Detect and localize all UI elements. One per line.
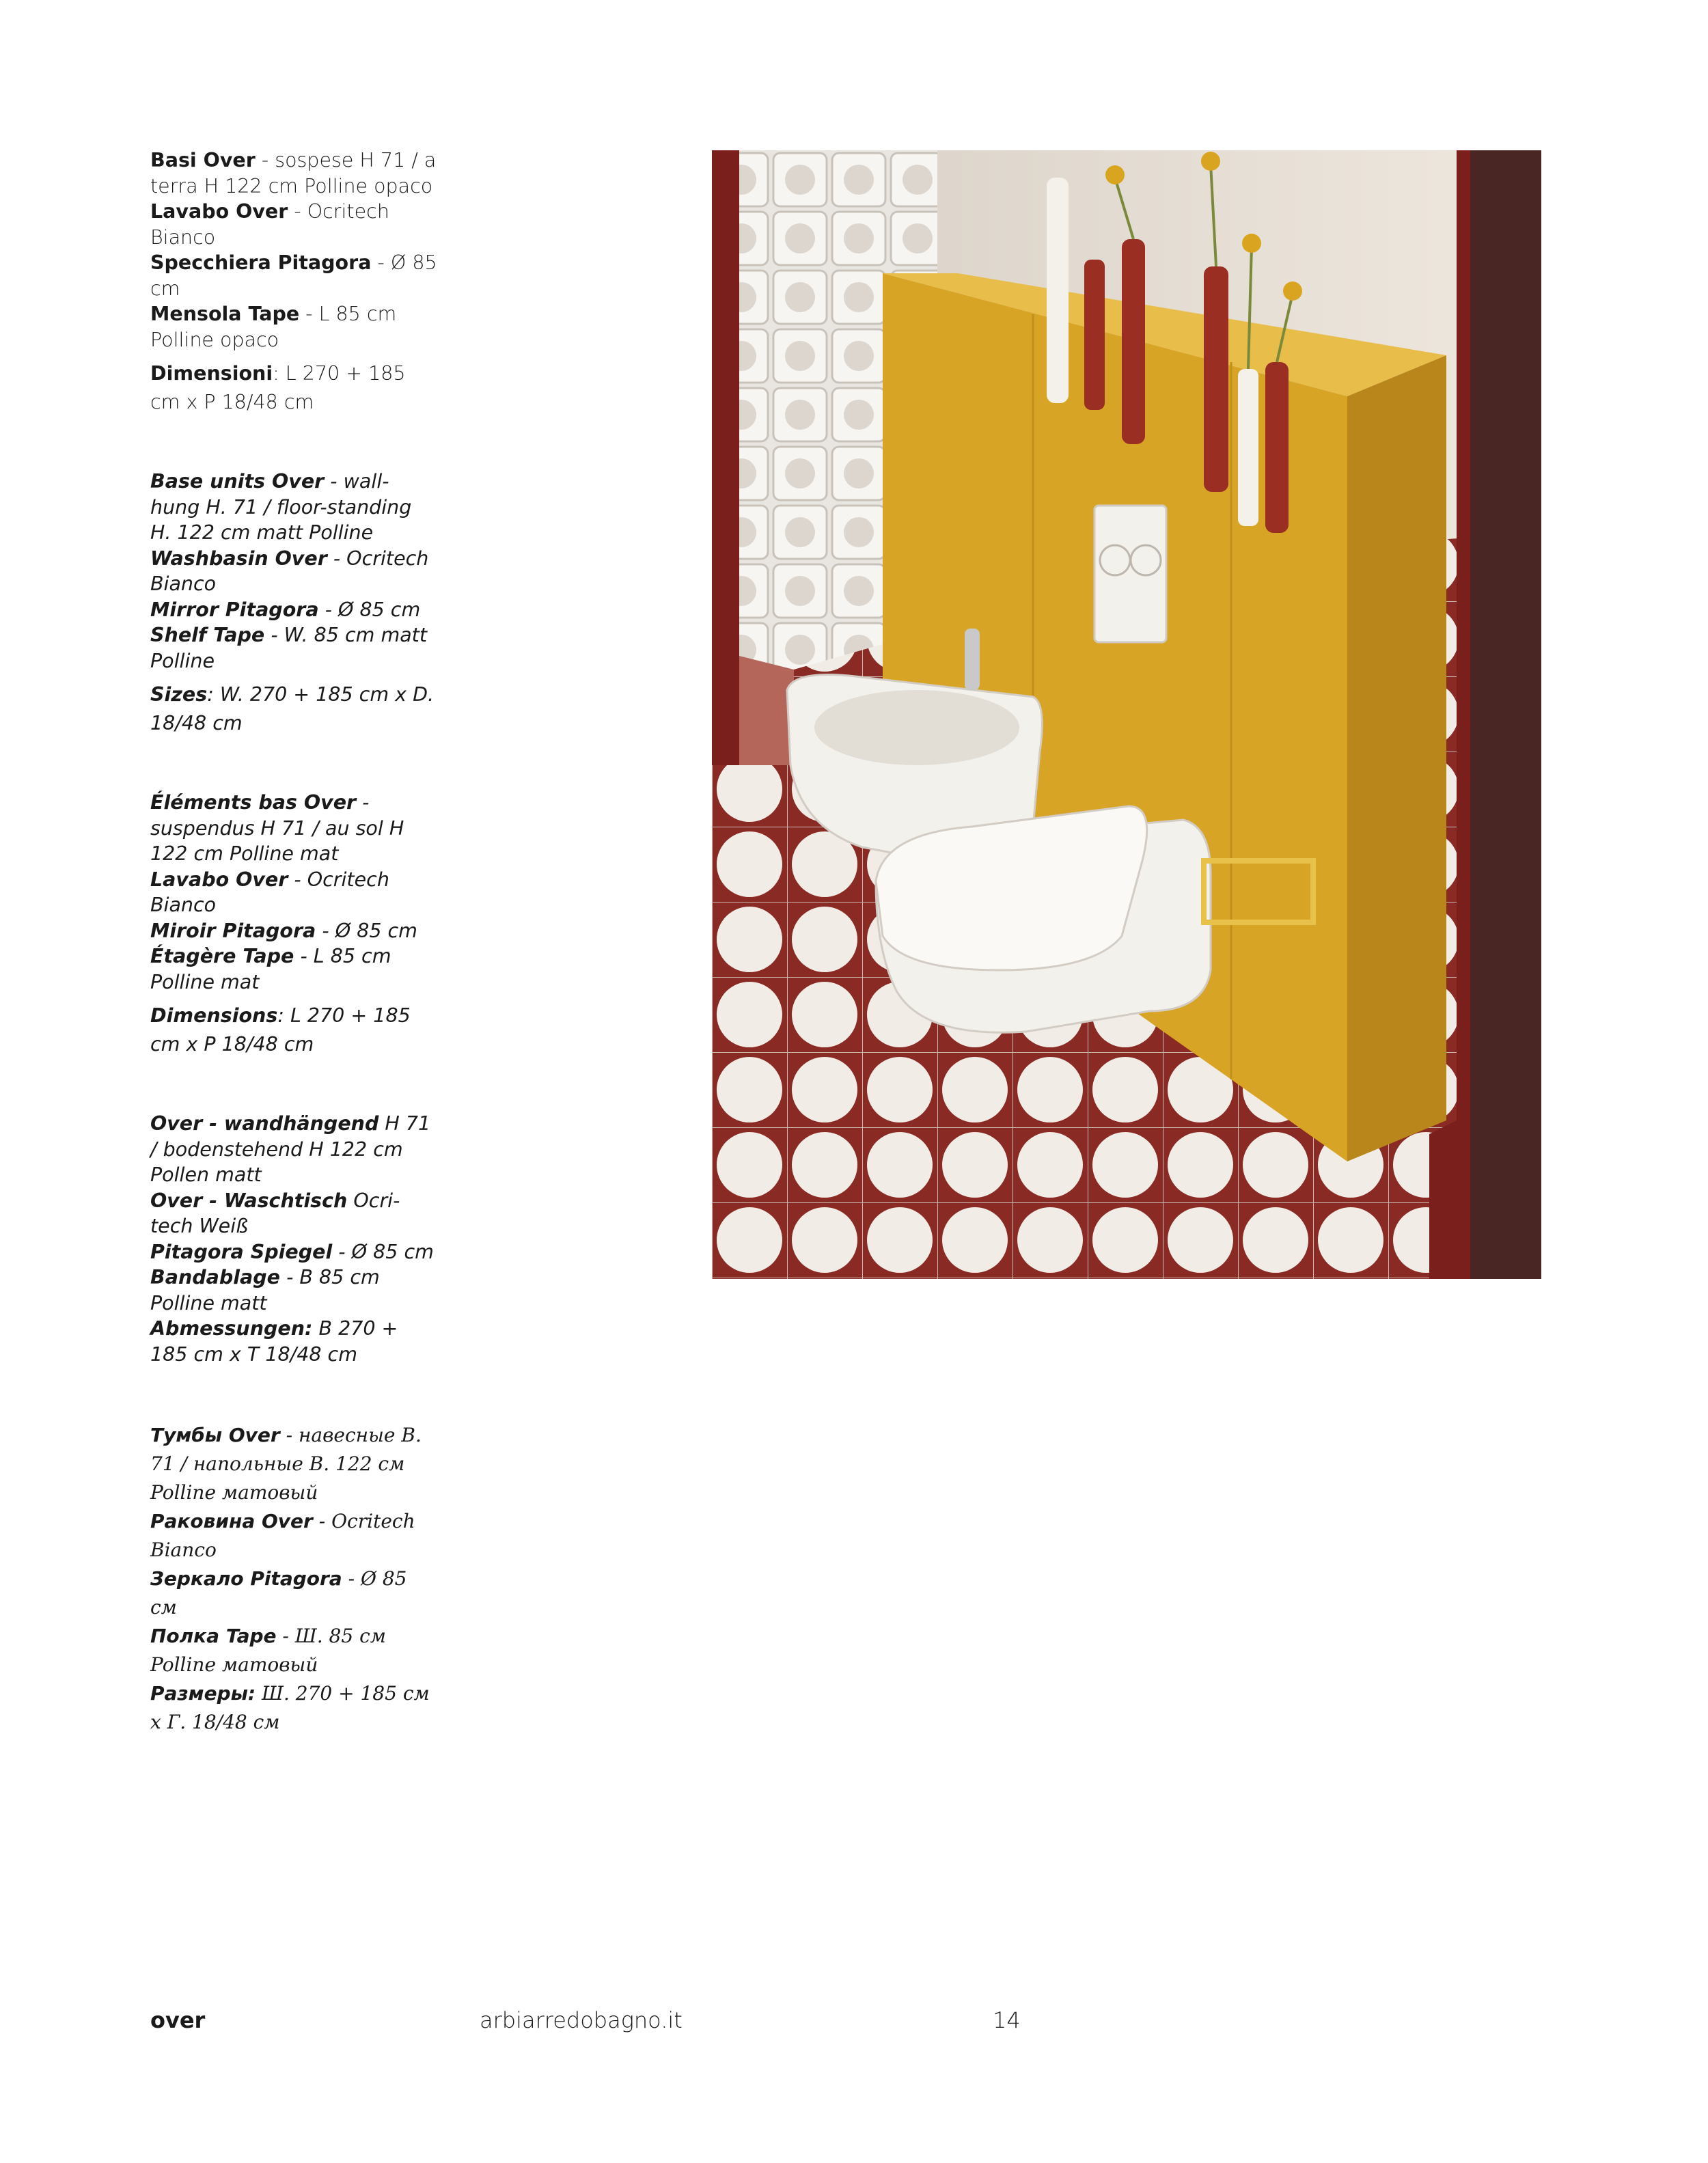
spec-line: Полка Tape - Ш. 85 см Polline матовый — [150, 1625, 386, 1676]
spec-line: Bandablage - B 85 cm Polline matt — [150, 1266, 380, 1314]
spec-line: Lavabo Over - Ocritech Bianco — [150, 868, 389, 916]
spec-line: Specchiera Pitagora - Ø 85 cm — [150, 251, 437, 300]
dimensions-line: Abmessungen: B 270 + 185 cm x T 18/48 cm — [150, 1317, 398, 1366]
yellow-unit-side — [1347, 355, 1446, 1161]
vase-red — [1122, 239, 1145, 444]
vase-white — [1047, 178, 1069, 403]
vase-white — [1238, 369, 1258, 526]
bathroom-illustration — [712, 150, 1541, 1279]
door-frame-left — [712, 150, 739, 765]
spec-line: Washbasin Over - Ocritech Bianco — [150, 547, 429, 595]
spec-line: Étagère Tape - L 85 cm Polline mat — [150, 945, 391, 993]
spec-block-italian — [150, 148, 437, 417]
spec-line: Over - Waschtisch Ocri-tech Weiß — [150, 1189, 400, 1237]
footer-brand: over — [150, 2007, 206, 2033]
flower-icon — [1242, 234, 1261, 253]
flower-icon — [1201, 152, 1220, 171]
vase-red — [1265, 362, 1289, 533]
spec-line: Mensola Tape - L 85 cm Polline opaco — [150, 303, 397, 351]
spec-line: Miroir Pitagora - Ø 85 cm — [150, 919, 417, 942]
spec-block-french — [150, 790, 437, 1059]
dimensions-line: Dimensioni: L 270 + 185 cm x P 18/48 cm — [150, 362, 406, 413]
spec-line: Éléments bas Over - suspendus H 71 / au sol H 122 cm Polline mat — [150, 791, 404, 865]
spec-block-english — [150, 469, 437, 738]
spec-line: Pitagora Spiegel - Ø 85 cm — [150, 1240, 434, 1263]
spec-line: Over - wandhängend H 71 / bodenstehend H 122 cm Pollen matt — [150, 1112, 431, 1186]
vase-red — [1204, 266, 1228, 492]
spec-line: Тумбы Over - навесные В. 71 / напольные В. 122 см Polline матовый — [150, 1424, 422, 1504]
spec-block-german — [150, 1111, 437, 1367]
spec-line: Раковина Over - Ocritech Bianco — [150, 1510, 415, 1561]
footer-website-link[interactable]: arbiarredobagno.it — [480, 2007, 683, 2033]
faucet — [965, 629, 980, 690]
dimensions-line: Sizes: W. 270 + 185 cm x D. 18/48 cm — [150, 683, 435, 734]
spec-line: Base units Over - wall-hung H. 71 / floor-standing H. 122 cm matt Polline — [150, 470, 412, 544]
dimensions-line: Размеры: Ш. 270 + 185 см х Г. 18/48 см — [150, 1682, 430, 1733]
page-number: 14 — [993, 2007, 1021, 2033]
vase-red — [1084, 260, 1105, 410]
spec-block-russian — [150, 1421, 437, 1737]
spec-line: Зеркало Pitagora - Ø 85 см — [150, 1567, 407, 1618]
spec-line: Mirror Pitagora - Ø 85 cm — [150, 598, 421, 621]
spec-line: Lavabo Over - Ocritech Bianco — [150, 200, 389, 249]
flush-plate — [1094, 506, 1166, 642]
dimensions-line: Dimensions: L 270 + 185 cm x P 18/48 cm — [150, 1004, 411, 1056]
flower-icon — [1283, 281, 1302, 301]
bathroom-photo — [712, 150, 1541, 1279]
spec-line: Shelf Tape - W. 85 cm matt Polline — [150, 624, 428, 672]
spec-line: Basi Over - sospese H 71 / a terra H 122 cm Polline opaco — [150, 149, 437, 197]
flower-icon — [1105, 165, 1125, 184]
